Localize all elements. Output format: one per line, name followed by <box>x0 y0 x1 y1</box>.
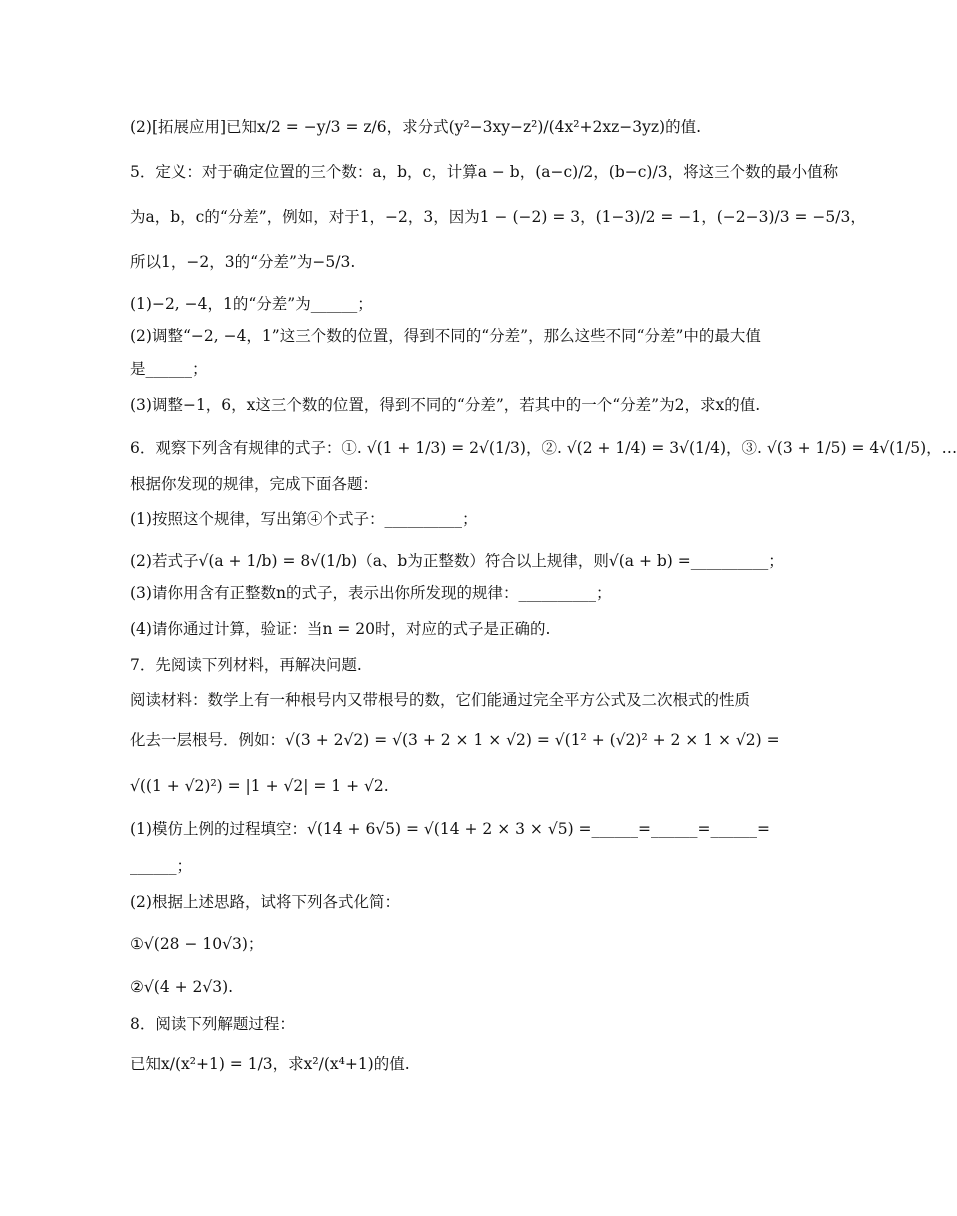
problem-7-part-2-item-1 <box>130 933 732 955</box>
line-15: 7．先阅读下列材料，再解决问题. <box>130 656 362 674</box>
problem-7-heading <box>130 654 732 676</box>
line-10: 根据你发现的规律，完成下面各题： <box>130 475 379 493</box>
line-13: (3)请你用含有正整数n的式子，表示出你所发现的规律：__________； <box>130 584 612 602</box>
line-2: 5．定义：对于确定位置的三个数：a，b，c，计算a − b，(a−c)/2，(b−c)/3，将这三个数的最小值称 <box>130 163 839 181</box>
line-9: 6．观察下列含有规律的式子：①. √(1 + 1/3) = 2√(1/3)，②. √(2 + 1/4) = 3√(1/4)，③. √(3 + 1/5) = 4√(1/5)，… <box>130 439 957 457</box>
line-18: √((1 + √2)²) = |1 + √2| = 1 + √2. <box>130 777 389 795</box>
line-20: ______； <box>130 857 193 875</box>
line-7: 是______； <box>130 360 208 378</box>
line-1: (2)[拓展应用]已知x/2 = −y/3 = z/6，求分式(y²−3xy−z²)/(4x²+2xz−3yz)的值. <box>130 118 702 136</box>
line-19: (1)模仿上例的过程填空：√(14 + 6√5) = √(14 + 2 × 3 × √5) =______=______=______= <box>130 820 770 838</box>
problem-7-example-result <box>130 775 732 797</box>
problem-5-example <box>130 206 866 228</box>
problem-6-pattern <box>130 437 957 459</box>
line-23: ②√(4 + 2√3). <box>130 978 234 996</box>
line-22: ①√(28 − 10√3)； <box>130 935 264 953</box>
line-4: 所以1，−2，3的“分差”为−5/3. <box>130 253 356 271</box>
problem-6-part-1 <box>130 508 732 530</box>
problem-5-part-2-cont <box>130 358 732 380</box>
problem-5-example-result <box>130 251 732 273</box>
problem-7-part-2-item-2 <box>130 976 732 998</box>
problem-7-part-2 <box>130 891 732 913</box>
line-17: 化去一层根号．例如：√(3 + 2√2) = √(3 + 2 × 1 × √2) = √(1² + (√2)² + 2 × 1 × √2) = <box>130 731 780 749</box>
problem-6-part-3 <box>130 582 732 604</box>
line-3: 为a，b，c的“分差”，例如，对于1，−2，3，因为1 − (−2) = 3，(1−3)/2 = −1，(−2−3)/3 = −5/3， <box>130 208 866 226</box>
problem-8-heading <box>130 1013 732 1035</box>
line-24: 8．阅读下列解题过程： <box>130 1015 295 1033</box>
line-16: 阅读材料：数学上有一种根号内又带根号的数，它们能通过完全平方公式及二次根式的性质 <box>130 691 751 709</box>
problem-7-example <box>130 729 780 751</box>
line-5: (1)−2, −4，1的“分差”为______； <box>130 295 373 313</box>
line-21: (2)根据上述思路，试将下列各式化简： <box>130 893 400 911</box>
problem-6-part-2 <box>130 550 784 572</box>
line-25: 已知x/(x²+1) = 1/3，求x²/(x⁴+1)的值. <box>130 1055 410 1073</box>
problem-6-part-4 <box>130 618 732 640</box>
problem-5-definition <box>130 161 839 183</box>
problem-7-part-1-cont <box>130 855 732 877</box>
line-11: (1)按照这个规律，写出第④个式子：__________； <box>130 510 478 528</box>
line-8: (3)调整−1，6，x这三个数的位置，得到不同的“分差”，若其中的一个“分差”为2，求x的值. <box>130 396 761 414</box>
problem-7-part-1 <box>130 818 770 840</box>
line-14: (4)请你通过计算，验证：当n = 20时，对应的式子是正确的. <box>130 620 551 638</box>
line-12: (2)若式子√(a + 1/b) = 8√(1/b)（a、b为正整数）符合以上规律，则√(a + b) =__________； <box>130 552 784 570</box>
problem-8-given <box>130 1053 732 1075</box>
problem-5-part-2 <box>130 325 761 347</box>
problem-7-material <box>130 689 751 711</box>
problem-6-instructions <box>130 473 732 495</box>
line-6: (2)调整“−2, −4，1”这三个数的位置，得到不同的“分差”，那么这些不同“分差”中的最大值 <box>130 327 761 345</box>
problem-4-part-2 <box>130 116 732 138</box>
problem-5-part-3 <box>130 394 761 416</box>
problem-5-part-1 <box>130 293 732 315</box>
